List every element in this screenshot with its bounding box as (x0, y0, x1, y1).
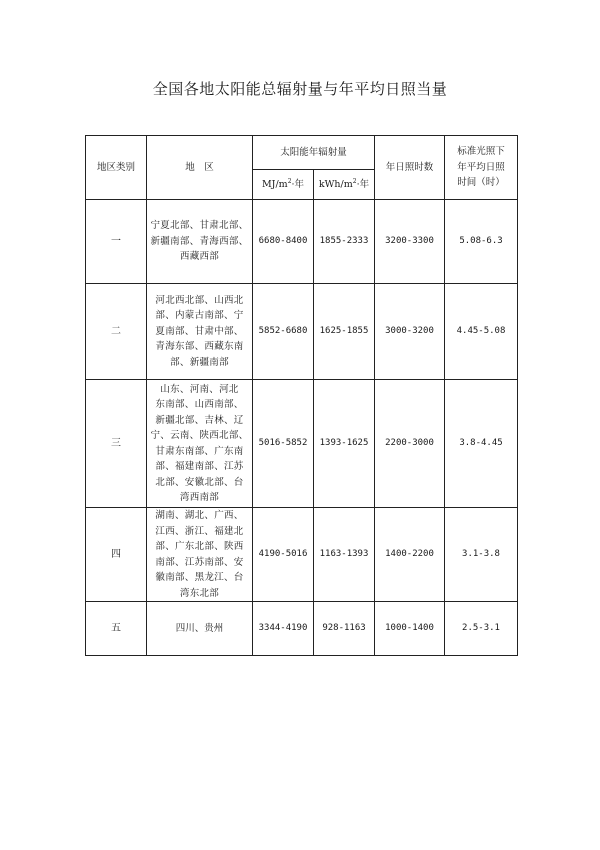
row-mj: 6680-8400 (253, 200, 314, 284)
row-category: 一 (86, 200, 147, 284)
region-line: 徽南部、黑龙江、台 (155, 572, 244, 583)
row-hours: 2200-3000 (375, 380, 445, 508)
row-hours: 3000-3200 (375, 284, 445, 380)
row-category: 五 (86, 602, 147, 656)
region-line: 东南部、山西南部、 (155, 399, 244, 410)
unit-kwh-base: kWh/m (318, 178, 353, 190)
solar-radiation-table (85, 135, 518, 656)
region-line: 新疆南部、青海西部、 (150, 235, 249, 247)
region-line: 部、内蒙古南部、宁 (155, 310, 244, 322)
region-line: 宁夏北部、甘肃北部、 (150, 220, 249, 232)
row-equivalent: 4.45-5.08 (445, 284, 518, 380)
row-mj: 3344-4190 (253, 602, 314, 656)
row-region (147, 200, 253, 284)
row-kwh: 1163-1393 (314, 508, 375, 602)
row-equivalent: 5.08-6.3 (445, 200, 518, 284)
row-kwh: 1393-1625 (314, 380, 375, 508)
row-equivalent: 2.5-3.1 (445, 602, 518, 656)
region-line: 江西、浙江、福建北 (155, 525, 244, 537)
header-hours: 年日照时数 (375, 136, 445, 200)
row-equivalent: 3.8-4.45 (445, 380, 518, 508)
header-equivalent-line-2: 年平均日照 (457, 161, 505, 173)
unit-mj-sup: 2 (287, 177, 292, 185)
row-kwh: 1855-2333 (314, 200, 375, 284)
header-equivalent-line-3: 时间（时） (457, 177, 505, 189)
region-line: 部、广东北部、陕西 (155, 541, 244, 552)
unit-mj-base: MJ/m (261, 178, 288, 190)
region-line: 南部、江苏南部、安 (155, 556, 244, 568)
table-row (86, 508, 518, 602)
page-title: 全国各地太阳能总辐射量与年平均日照当量 (152, 80, 448, 98)
header-row-1 (86, 136, 518, 170)
row-hours: 1400-2200 (375, 508, 445, 602)
region-line: 湖南、湖北、广西、 (155, 510, 244, 521)
region-line: 河北西北部、山西北 (155, 294, 244, 306)
header-equivalent-hours (445, 136, 518, 200)
header-category: 地区类别 (86, 136, 147, 200)
row-mj: 5016-5852 (253, 380, 314, 508)
row-region (147, 284, 253, 380)
region-line: 西藏西部 (179, 251, 220, 263)
region-line: 甘肃东南部、广东南 (155, 445, 244, 457)
unit-kwh-sup: 2 (352, 177, 357, 185)
region-line: 湾东北部 (179, 587, 220, 599)
table-row (86, 380, 518, 508)
header-unit-mj (253, 170, 314, 200)
header-equivalent-line-1: 标准光照下 (457, 146, 505, 158)
row-region (147, 380, 253, 508)
unit-kwh-suffix: ·年 (356, 178, 370, 190)
region-line: 新疆北部、吉林、辽 (155, 414, 244, 426)
header-unit-kwh (314, 170, 375, 200)
row-equivalent: 3.1-3.8 (445, 508, 518, 602)
unit-mj-suffix: ·年 (291, 178, 305, 190)
row-region (147, 508, 253, 602)
header-region: 地 区 (147, 136, 253, 200)
row-hours: 1000-1400 (375, 602, 445, 656)
region-line: 宁、云南、陕西北部、 (150, 430, 249, 441)
region-line: 部、福建南部、江苏 (155, 461, 244, 472)
table-row (86, 200, 518, 284)
row-mj: 5852-6680 (253, 284, 314, 380)
table-row (86, 284, 518, 380)
region-line: 山东、河南、河北 (160, 383, 239, 395)
table-row (86, 602, 518, 656)
region-line: 湾西南部 (179, 492, 220, 503)
row-hours: 3200-3300 (375, 200, 445, 284)
row-category: 三 (86, 380, 147, 508)
row-mj: 4190-5016 (253, 508, 314, 602)
row-region: 四川、贵州 (147, 602, 253, 656)
row-category: 二 (86, 284, 147, 380)
row-category: 四 (86, 508, 147, 602)
region-line: 青海东部、西藏东南 (155, 341, 244, 353)
header-radiation: 太阳能年辐射量 (253, 136, 375, 170)
row-kwh: 1625-1855 (314, 284, 375, 380)
row-kwh: 928-1163 (314, 602, 375, 656)
region-line: 夏南部、甘肃中部、 (155, 325, 244, 337)
region-line: 部、新疆南部 (170, 356, 229, 368)
region-line: 北部、安徽北部、台 (155, 476, 244, 488)
